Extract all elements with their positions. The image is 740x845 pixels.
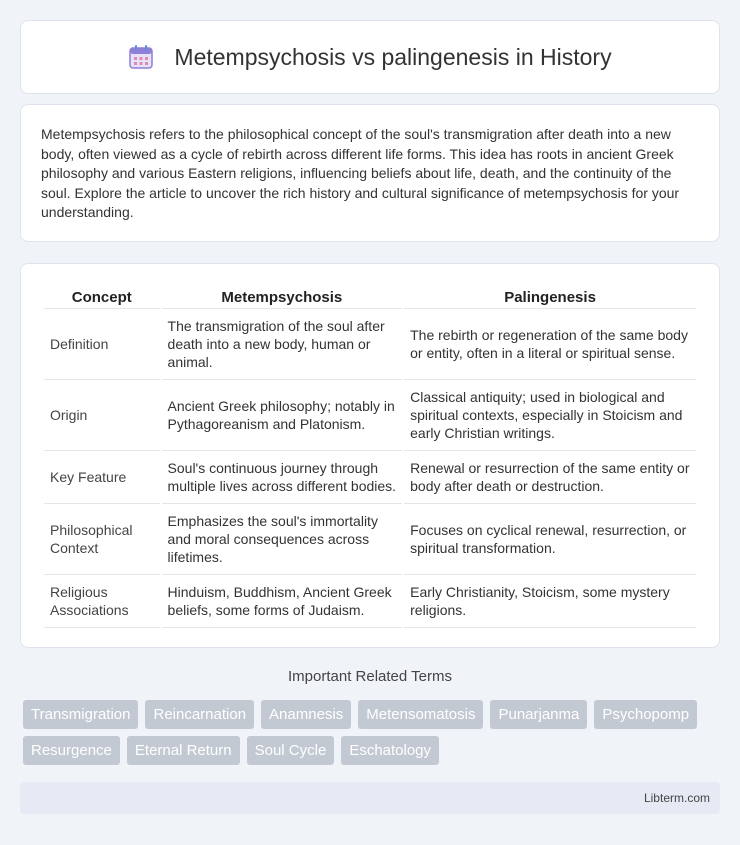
palingenesis-cell: Early Christianity, Stoicism, some mystery religions. <box>404 575 696 628</box>
table-row <box>44 309 696 380</box>
intro-card <box>20 104 720 242</box>
related-terms-title: Important Related Terms <box>288 668 452 685</box>
concept-cell: Key Feature <box>44 451 160 504</box>
related-term-tag[interactable]: Metensomatosis <box>358 700 483 729</box>
concept-cell: Origin <box>44 380 160 451</box>
palingenesis-cell: Focuses on cyclical renewal, resurrection, or spiritual transformation. <box>404 504 696 575</box>
concept-cell: Definition <box>44 309 160 380</box>
table-header-row <box>44 284 696 309</box>
metempsychosis-cell: Hinduism, Buddhism, Ancient Greek beliefs, some forms of Judaism. <box>162 575 403 628</box>
table-row <box>44 380 696 451</box>
metempsychosis-cell: Soul's continuous journey through multiple lives across different bodies. <box>162 451 403 504</box>
page-title: Metempsychosis vs palingenesis in History <box>174 43 612 70</box>
related-term-tag[interactable]: Anamnesis <box>261 700 351 729</box>
footer <box>20 782 720 814</box>
comparison-table <box>42 284 698 628</box>
table-row <box>44 575 696 628</box>
metempsychosis-cell: The transmigration of the soul after death into a new body, human or animal. <box>162 309 403 380</box>
palingenesis-cell: Renewal or resurrection of the same entity or body after death or destruction. <box>404 451 696 504</box>
metempsychosis-cell: Emphasizes the soul's immortality and moral consequences across lifetimes. <box>162 504 403 575</box>
related-term-tag[interactable]: Resurgence <box>23 736 120 765</box>
related-term-tag[interactable]: Eschatology <box>341 736 439 765</box>
calendar-icon <box>128 44 154 70</box>
column-header: Metempsychosis <box>162 284 403 309</box>
related-term-tag[interactable]: Soul Cycle <box>247 736 335 765</box>
table-row <box>44 451 696 504</box>
related-term-tag[interactable]: Eternal Return <box>127 736 240 765</box>
footer-brand-link[interactable]: Libterm.com <box>643 791 710 805</box>
column-header: Palingenesis <box>404 284 696 309</box>
metempsychosis-cell: Ancient Greek philosophy; notably in Pythagoreanism and Platonism. <box>162 380 403 451</box>
related-term-tag[interactable]: Transmigration <box>23 700 138 729</box>
comparison-card <box>20 263 720 648</box>
palingenesis-cell: Classical antiquity; used in biological and spiritual contexts, especially in Stoicism and early Christian writings. <box>404 380 696 451</box>
related-term-tag[interactable]: Reincarnation <box>145 700 254 729</box>
column-header: Concept <box>44 284 160 309</box>
header-card <box>20 20 720 94</box>
related-term-tag[interactable]: Psychopomp <box>594 700 697 729</box>
palingenesis-cell: The rebirth or regeneration of the same body or entity, often in a literal or spiritual sense. <box>404 309 696 380</box>
related-terms-list <box>23 700 723 765</box>
related-term-tag[interactable]: Punarjanma <box>490 700 587 729</box>
intro-text: Metempsychosis refers to the philosophical concept of the soul's transmigration after death into a new body, often viewed as a cycle of rebirth across different life forms. This idea has roots in ancient Greek philosophy and various Eastern religions, influencing beliefs about life, death, and the continuity of the soul. Explore the article to uncover the rich history and cultural significance of metempsychosis for your understanding. <box>41 126 680 220</box>
concept-cell: Religious Associations <box>44 575 160 628</box>
concept-cell: Philosophical Context <box>44 504 160 575</box>
table-row <box>44 504 696 575</box>
